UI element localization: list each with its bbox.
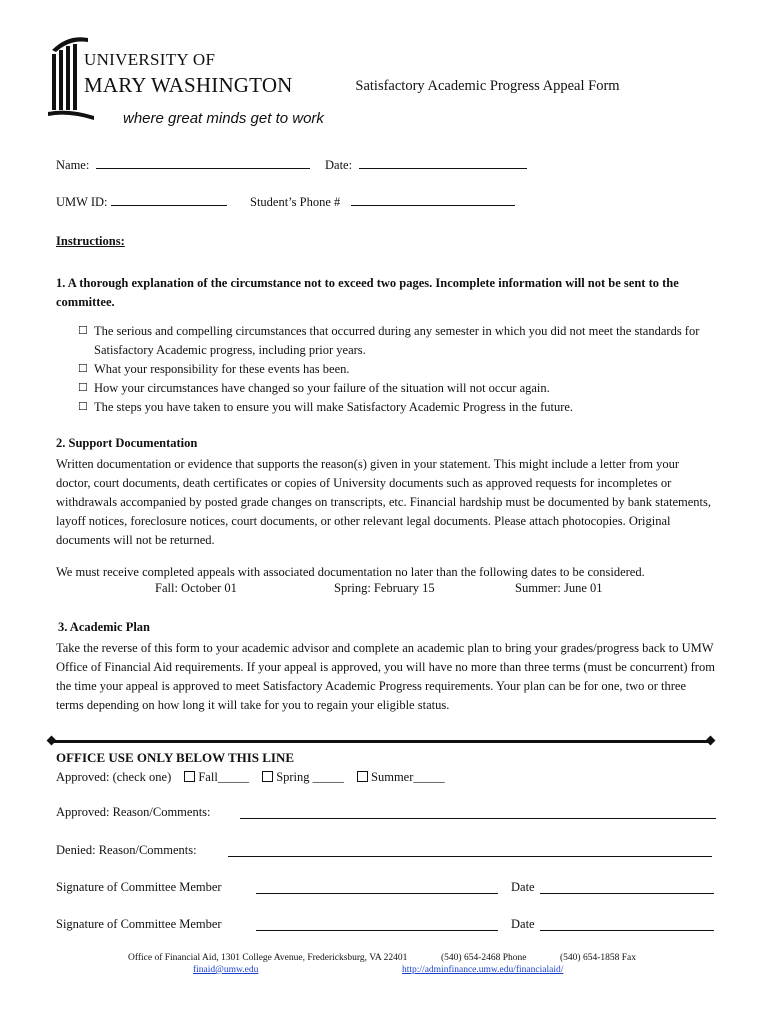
section1-bullet-list [78,322,708,417]
date-label: Date: [325,158,353,172]
approved-check-row [56,770,445,785]
logo-tagline: where great minds get to work [123,110,324,127]
footer-address: Office of Financial Aid, 1301 College Avenue, Fredericksburg, VA 22401 [128,953,408,963]
checkbox-bullet-icon: ☐ [78,363,88,375]
office-use-divider [52,740,710,743]
list-item: ☐ The serious and compelling circumstances that occurred during any semester in which you did not meet the standards for Satisfactory Academic progress, including prior years. [78,322,708,360]
list-item: ☐ How your circumstances have changed so your failure of the situation will not occur again. [78,379,708,398]
signature2-label: Signature of Committee Member [56,917,222,931]
umw-id-input-line[interactable] [111,193,227,206]
logo-mary-washington: MARY WASHINGTON [84,73,293,97]
approved-reason-label: Approved: Reason/Comments: [56,805,211,819]
footer-fax: (540) 654-1858 Fax [560,953,636,963]
section2-body: Written documentation or evidence that supports the reason(s) given in your statement. This might include a letter from your doctor, court documents, death certificates or copies of University documents such as approved requests for incompletes or withdrawals accompanied by posted grade changes on transcripts, etc. Financial hardship must be documented by bank statements, layoff notices, foreclosure notices, court documents, or other relevant legal documents. Please attach photocopies. Original documents will not be returned. [56,457,712,547]
checkbox-bullet-icon: ☐ [78,382,88,394]
approved-label: Approved: (check one) [56,770,172,784]
date-input-line[interactable] [359,156,527,169]
summer-option-label: Summer_____ [371,770,445,784]
section1-heading: 1. A thorough explanation of the circumstance not to exceed two pages. Incomplete information will not be sent to the committee. [56,276,679,309]
form-title: Satisfactory Academic Progress Appeal Form [355,78,620,94]
footer-phone: (540) 654-2468 Phone [441,953,527,963]
phone-input-line[interactable] [351,193,515,206]
footer-email-link[interactable]: finaid@umw.edu [193,965,259,975]
date2-input-line[interactable] [540,918,714,931]
fall-option-label: Fall_____ [198,770,250,784]
deadline-spring: Spring: February 15 [334,581,435,595]
section2-heading: 2. Support Documentation [56,436,198,450]
date-field-row [325,156,527,173]
list-item: ☐ What your responsibility for these events has been. [78,360,708,379]
umw-id-field-row [56,193,227,210]
date1-label: Date [511,880,535,894]
phone-label: Student’s Phone # [250,195,341,209]
deadline-fall: Fall: October 01 [155,581,237,595]
section3-heading: 3. Academic Plan [58,620,151,634]
name-label: Name: [56,158,90,172]
list-item: ☐ The steps you have taken to ensure you will make Satisfactory Academic Progress in the future. [78,398,708,417]
checkbox-bullet-icon: ☐ [78,325,88,337]
signature2-input-line[interactable] [256,918,498,931]
checkbox-bullet-icon: ☐ [78,401,88,413]
date1-input-line[interactable] [540,881,714,894]
fall-checkbox[interactable] [184,771,195,782]
footer-website-link[interactable]: http://adminfinance.umw.edu/financialaid/ [402,965,564,975]
date2-label: Date [511,917,535,931]
name-input-line[interactable] [96,156,310,169]
signature1-label: Signature of Committee Member [56,880,222,894]
logo-university-of: UNIVERSITY OF [84,50,216,69]
deadline-summer: Summer: June 01 [515,581,603,595]
phone-field-row [250,193,515,210]
spring-checkbox[interactable] [262,771,273,782]
umw-id-label: UMW ID: [56,195,108,209]
signature1-input-line[interactable] [256,881,498,894]
office-use-heading: OFFICE USE ONLY BELOW THIS LINE [56,750,295,765]
name-field-row [56,156,310,173]
summer-checkbox[interactable] [357,771,368,782]
approved-reason-input-line[interactable] [240,806,716,819]
denied-reason-input-line[interactable] [228,844,712,857]
deadlines-intro: We must receive completed appeals with associated documentation no later than the following dates to be considered. [56,565,645,579]
spring-option-label: Spring _____ [276,770,344,784]
instructions-heading: Instructions: [56,234,125,248]
denied-reason-label: Denied: Reason/Comments: [56,843,197,857]
section3-body: Take the reverse of this form to your academic advisor and complete an academic plan to bring your grades/progress back to UMW Office of Financial Aid requirements. If your appeal is approved, you will have no more than three terms (must be concurrent) from the time your appeal is approved to meet Satisfactory Academic Progress requirements. Your plan can be for one, two or three terms depending on how long it will take for you to regain your eligible status. [56,641,715,712]
